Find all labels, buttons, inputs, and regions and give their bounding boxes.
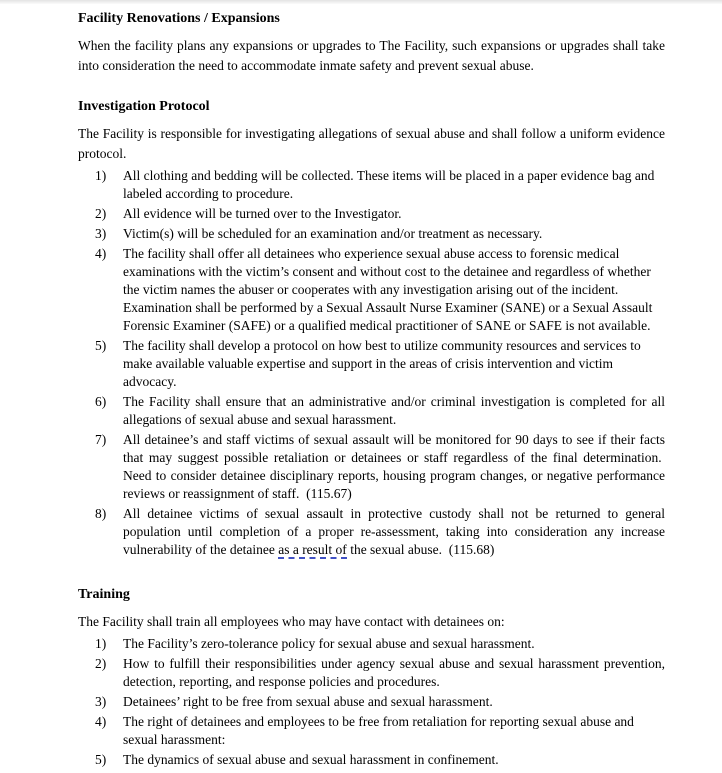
list-item-number: 5) xyxy=(95,752,107,767)
list-item-text: Detainees’ right to be free from sexual abuse and sexual harassment. xyxy=(123,694,493,709)
list-item xyxy=(78,431,665,503)
list-item-text: The right of detainees and employees to be free from retaliation for reporting sexual abuse and sexual harassment: xyxy=(123,714,634,747)
list-item-text: All evidence will be turned over to the Investigator. xyxy=(123,206,402,221)
list-item-number: 2) xyxy=(95,656,107,671)
list-item xyxy=(78,655,665,691)
list-item-number: 4) xyxy=(95,714,107,729)
list-item-text: The Facility’s zero-tolerance policy for sexual abuse and sexual harassment. xyxy=(123,636,535,651)
list-item-text: Victim(s) will be scheduled for an examination and/or treatment as necessary. xyxy=(123,226,543,241)
list-item-text: The Facility shall ensure that an administrative and/or criminal investigation is completed for all allegations of sexual abuse and sexual harassment. xyxy=(123,394,665,427)
paragraph: The Facility shall train all employees who may have contact with detainees on: xyxy=(78,614,505,629)
list-item-number: 4) xyxy=(95,246,107,261)
list-item xyxy=(78,635,665,653)
numbered-list xyxy=(78,635,665,769)
list-item-number: 7) xyxy=(95,432,107,447)
list-item-number: 3) xyxy=(95,694,107,709)
list-item xyxy=(78,505,665,559)
list-item-text xyxy=(123,505,665,559)
list-item-text-part: the sexual abuse. (115.68) xyxy=(346,542,495,557)
list-item-text: How to fulfill their responsibilities under agency sexual abuse and sexual harassment prevention, detection, reporting, and response policies and procedures. xyxy=(123,656,665,689)
list-item xyxy=(78,393,665,429)
section-heading: Investigation Protocol xyxy=(78,99,210,114)
list-item-number: 2) xyxy=(95,206,107,221)
list-item xyxy=(78,751,665,769)
numbered-list xyxy=(78,167,665,559)
list-item xyxy=(78,693,665,711)
section-heading: Training xyxy=(78,587,130,602)
list-item-text: The facility shall offer all detainees who experience sexual abuse access to forensic medical examinations with the victim’s consent and without cost to the detainee and regardless of whether the victim names the abuser or cooperates with any investigation arising out of the incident. Examination shall be performed by a Sexual Assault Nurse Examiner (SANE) or a Sexual Assault Forensic Examiner (SAFE) or a qualified medical practitioner of SANE or SAFE is not available. xyxy=(123,246,653,333)
list-item-text: The facility shall develop a protocol on how best to utilize community resources and services to make available valuable expertise and support in the areas of crisis intervention and victim advocacy. xyxy=(123,338,641,389)
paragraph: When the facility plans any expansions or upgrades to The Facility, such expansions or upgrades shall take into consideration the need to accommodate inmate safety and prevent sexual abuse. xyxy=(78,38,665,73)
section-investigation-protocol xyxy=(78,97,665,559)
section-heading: Facility Renovations / Expansions xyxy=(78,11,280,26)
section-facility-renovations xyxy=(78,9,665,76)
list-item-number: 3) xyxy=(95,226,107,241)
list-item xyxy=(78,205,665,223)
paragraph: The Facility is responsible for investigating allegations of sexual abuse and shall follow a uniform evidence protocol. xyxy=(78,126,665,161)
list-item xyxy=(78,167,665,203)
grammar-check-underline: as a result of xyxy=(278,542,347,557)
list-item-text: All detainee’s and staff victims of sexual assault will be monitored for 90 days to see if their facts that may suggest possible retaliation or detainees or staff regardless of the final determination. Need to consider detainee disciplinary reports, housing program changes, or negative performance reviews or reassignment of staff. (115.67) xyxy=(123,432,665,501)
list-item xyxy=(78,337,665,391)
list-item-number: 6) xyxy=(95,394,107,409)
page-top-edge xyxy=(0,0,722,4)
list-item-text: The dynamics of sexual abuse and sexual harassment in confinement. xyxy=(123,752,499,767)
list-item-text-part: All detainee victims of sexual assault in protective custody shall not be returned to general population until completion of a proper re-assessment, taking into consideration any increase vulnerability of the detainee xyxy=(123,506,665,557)
list-item xyxy=(78,245,665,335)
list-item-number: 5) xyxy=(95,338,107,353)
list-item-text: All clothing and bedding will be collected. These items will be placed in a paper evidence bag and labeled according to procedure. xyxy=(123,168,655,201)
list-item-number: 8) xyxy=(95,506,107,521)
list-item-number: 1) xyxy=(95,168,107,183)
list-item xyxy=(78,225,665,243)
list-item-number: 1) xyxy=(95,636,107,651)
list-item xyxy=(78,713,665,749)
section-training xyxy=(78,585,665,769)
